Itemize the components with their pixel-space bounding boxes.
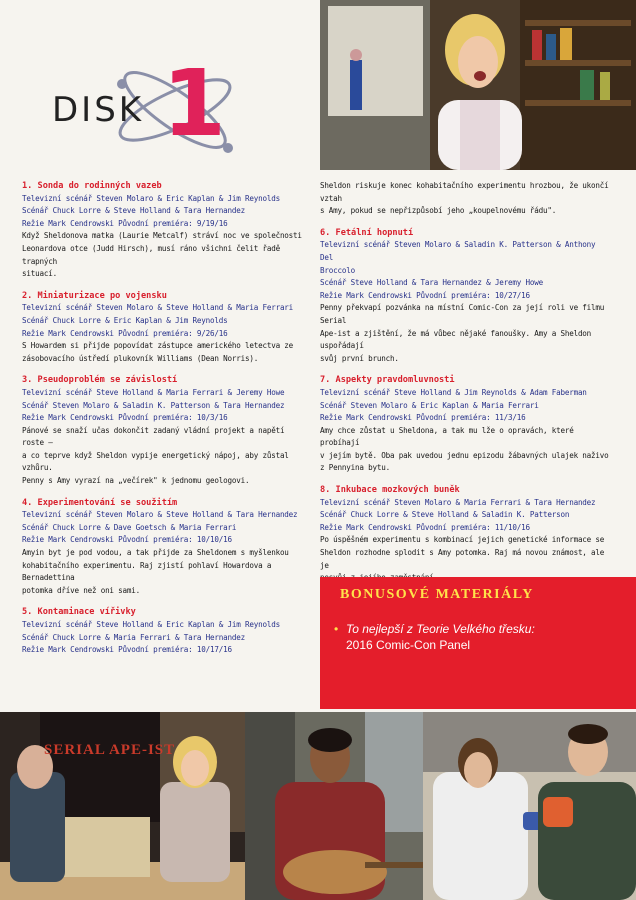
disk-number: 1 [162,50,227,157]
episode-desc: situací. [22,269,57,279]
episode-credit: Broccolo [320,265,355,275]
poster-text: SERIAL APE-IST [44,742,176,758]
episode-desc: Penny s Amy vyrazí na „večírek" k jednomu geologovi. [22,476,250,486]
disk-label: DISK [52,90,145,130]
episode-credit: Scénář Steven Molaro & Saladin K. Patterson & Tara Hernandez [22,400,285,410]
episode-credit: Televizní scénář Steve Holland & Eric Kaplan & Jim Reynolds [22,620,280,629]
episode-2 [22,290,302,366]
episode-5 [22,606,302,656]
episode-8 [320,484,612,585]
episode-credit: Režie Mark Cendrowski Původní premiéra: 9/26/16 [22,328,228,338]
episode-desc: Penny překvapí pozvánka na místní Comic-Con za její roli ve filmu Serial [320,303,605,325]
episode-title: 4. Experimentování se soužitím [22,497,178,508]
episode-3 [22,374,302,487]
episode-1 [22,180,302,281]
episode-credit: Scénář Chuck Lorre & Dave Goetsch & Maria Ferrari [22,522,237,532]
episode-desc: svůj první brunch. [320,353,399,363]
episode-desc: a co teprve když Sheldon vypije energetický nápoj, aby zůstal vzhůru. [22,450,289,473]
episode-credit: Televizní scénář Steven Molaro & Maria Ferrari & Tara Hernandez [320,497,596,507]
episode-title: 8. Inkubace mozkových buněk [320,485,460,496]
episode-credit: Režie Mark Cendrowski Původní premiéra: 10/3/16 [22,413,228,423]
episode-4 [22,497,302,598]
episode-list-right [320,180,612,594]
episode-desc: Když Sheldonova matka (Laurie Metcalf) stráví noc ve společnosti [22,231,302,241]
episode-credit: Televizní scénář Steven Molaro & Saladin K. Patterson & Anthony Del [320,240,596,262]
episode-desc: Pánové se snaží učas dokončit zadaný vládní projekt a napětí roste – [22,425,285,448]
disk-logo [50,50,240,172]
episode-desc: potomka dříve než oni sami. [22,585,141,595]
episode-credit: Televizní scénář Steven Molaro & Steve Holland & Tara Hernandez [22,510,298,520]
episode-credit: Scénář Chuck Lorre & Steve Holland & Saladin K. Patterson [320,510,570,520]
bottom-photo-right [423,712,636,900]
episode-desc: Leonardova otce (Judd Hirsch), musí ráno všichni čelit řadě trapných [22,243,280,266]
episode-title: 1. Sonda do rodinných vazeb [22,181,162,191]
episode-credit: Režie Mark Cendrowski Původní premiéra: 10/10/16 [22,535,232,545]
episode-credit: Televizní scénář Steven Molaro & Steve Holland & Maria Ferrari [22,303,294,313]
episode-credit: Scénář Chuck Lorre & Eric Kaplan & Jim Reynolds [22,315,228,325]
episode-credit: Režie Mark Cendrowski Původní premiéra: 11/10/16 [320,522,530,532]
episode-credit: Režie Mark Cendrowski Původní premiéra: 10/17/16 [22,645,232,655]
bonus-item-line: To nejlepší z Teorie Velkého třesku: [346,622,535,636]
episode-desc: kohabitačního experimentu. Raj zjistí pohlaví Howardova a Bernadettina [22,560,272,583]
episode-6 [320,227,612,366]
episode-credit: Televizní scénář Steve Holland & Maria Ferrari & Jeremy Howe [22,387,285,397]
episode-credit: Režie Mark Cendrowski Původní premiéra: 9/19/16 [22,218,228,228]
episode-credit: Režie Mark Cendrowski Původní premiéra: 11/3/16 [320,413,526,423]
bottom-photo-middle [245,712,423,900]
episode-5-continued [320,180,612,218]
episode-credit: Režie Mark Cendrowski Původní premiéra: 10/27/16 [320,290,530,300]
episode-credit: Scénář Steven Molaro & Eric Kaplan & Maria Ferrari [320,400,539,410]
episode-title: 2. Miniaturizace po vojensku [22,290,167,301]
episode-desc: s Amy, pokud se nepřizpůsobí jeho „koupelnovému řádu". [320,206,557,216]
episode-desc: Amyin byt je pod vodou, a tak přijde za Sheldonem s myšlenkou [22,548,289,558]
episode-title: 3. Pseudoproblém se závislostí [22,375,178,386]
episode-title: 6. Fetální hopnutí [320,227,414,238]
episode-desc: v jejím bytě. Oba pak uvedou jednu epizodu žábavných ulajek naživo [320,450,609,460]
episode-7 [320,374,612,475]
bonus-materials-box [320,577,636,709]
episode-credit: Scénář Steve Holland & Tara Hernandez & Jeremy Howe [320,278,543,288]
episode-desc: S Howardem si přijde popovídat zástupce amerického letectva ze [22,341,294,351]
episode-desc: Ape-ist a zjištění, že má vůbec nějaké fanoušky. Amy a Sheldon uspořádají [320,328,592,351]
episode-desc: z Pennyina bytu. [320,463,390,473]
episode-credit: Scénář Chuck Lorre & Steve Holland & Tara Hernandez [22,206,245,216]
bonus-item [334,621,616,653]
episode-credit: Televizní scénář Steve Holland & Jim Reynolds & Adam Faberman [320,387,587,397]
episode-credit: Televizní scénář Steven Molaro & Eric Kaplan & Jim Reynolds [22,193,280,203]
bonus-heading: BONUSOVÉ MATERIÁLY [340,587,534,602]
episode-desc: zásobovacího ústředí plukovník Williams (Dean Norris). [22,353,259,363]
bonus-item-line: 2016 Comic-Con Panel [346,638,471,652]
top-photo-penny [320,0,636,170]
bullet-icon: • [334,622,339,636]
episode-desc: Sheldon rozhodne splodit s Amy potomka. Raj má novou známost, ale je [320,548,605,570]
episode-title: 7. Aspekty pravdomluvnosti [320,375,455,386]
episode-desc: Amy chce zůstat u Sheldona, a tak mu lže o opravách, které probíhají [320,425,574,448]
episode-credit: Scénář Chuck Lorre & Maria Ferrari & Tara Hernandez [22,632,245,642]
episode-desc: Po úspěšném experimentu s kombinací jejich genetické informace se [320,535,605,545]
episode-title: 5. Kontaminace vířivky [22,607,136,618]
episode-list-left [22,180,302,666]
episode-desc: Sheldon riskuje konec kohabitačního experimentu hrozbou, že ukončí vztah [320,181,609,203]
bottom-photo-left [0,712,245,900]
